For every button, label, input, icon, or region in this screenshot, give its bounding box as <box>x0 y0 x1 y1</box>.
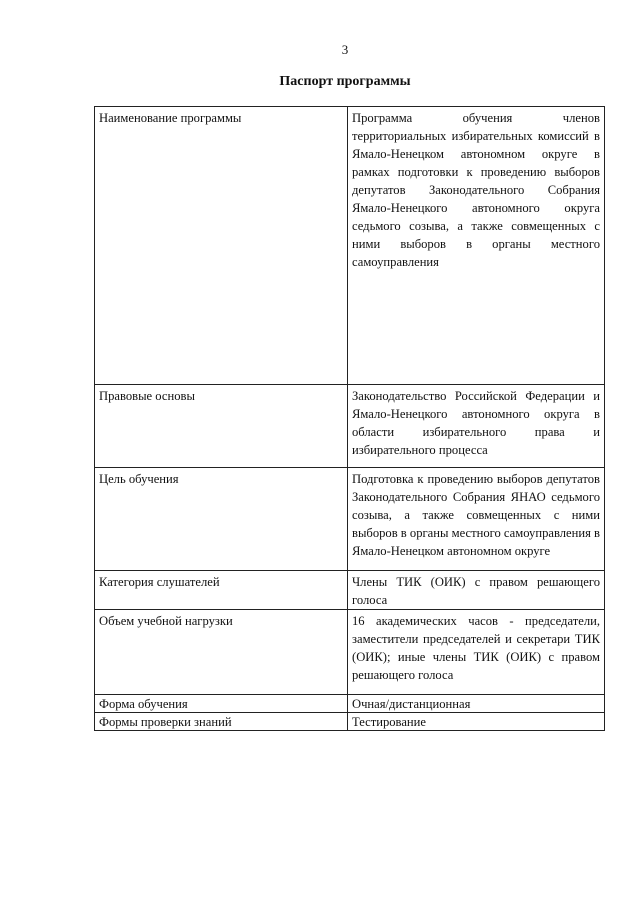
row-value-text: Очная/дистанционная <box>352 697 471 711</box>
page-number: 3 <box>341 42 349 57</box>
row-value-text: 16 академических часов - председатели, заместители председателей и секретари ТИК (ОИК); иные члены ТИК (ОИК) с правом решающего голоса <box>352 614 600 682</box>
row-label <box>95 385 348 468</box>
table-row-legal-basis <box>95 385 605 468</box>
row-value-text: Члены ТИК (ОИК) с правом решающего голоса <box>352 575 600 607</box>
row-value-text: Тестирование <box>352 715 426 729</box>
row-label-text: Категория слушателей <box>99 575 220 589</box>
row-label <box>95 107 348 385</box>
row-label-text: Объем учебной нагрузки <box>99 614 233 628</box>
row-label <box>95 610 348 695</box>
table-row-study-load <box>95 610 605 695</box>
row-label <box>95 713 348 731</box>
table-row-study-form <box>95 695 605 713</box>
table-row-listener-category <box>95 571 605 610</box>
row-label-text: Формы проверки знаний <box>99 715 232 729</box>
row-value <box>348 610 605 695</box>
row-value <box>348 713 605 731</box>
row-label <box>95 695 348 713</box>
row-value-text: Подготовка к проведению выборов депутатов Законодательного Собрания ЯНАО седьмого созыва, а также совмещенных с ними выборов в органы местного самоуправления в Ямало-Ненецком автономном округе <box>352 472 600 558</box>
program-passport-table <box>94 106 605 731</box>
row-label-text: Цель обучения <box>99 472 179 486</box>
row-label <box>95 571 348 610</box>
row-value-text: Программа обучения членов территориальных избирательных комиссий в Ямало-Ненецком автономном округе в рамках подготовки к проведению выборов депутатов Законодательного Собрания Ямало-Ненецкого автономного округа седьмого созыва, а также совмещенных с ними выборов в органы местного самоуправления <box>352 111 600 269</box>
row-label-text: Наименование программы <box>99 111 242 125</box>
row-value <box>348 385 605 468</box>
row-label <box>95 468 348 571</box>
row-label-text: Правовые основы <box>99 389 195 403</box>
row-value <box>348 695 605 713</box>
table-row-program-name <box>95 107 605 385</box>
document-title: Паспорт программы <box>279 74 411 89</box>
row-value-text: Законодательство Российской Федерации и Ямало-Ненецкого автономного округа в области избирательного права и избирательного процесса <box>352 389 600 457</box>
row-value <box>348 468 605 571</box>
row-value <box>348 571 605 610</box>
row-label-text: Форма обучения <box>99 697 188 711</box>
table-row-training-goal <box>95 468 605 571</box>
table-row-knowledge-check <box>95 713 605 731</box>
row-value <box>348 107 605 385</box>
